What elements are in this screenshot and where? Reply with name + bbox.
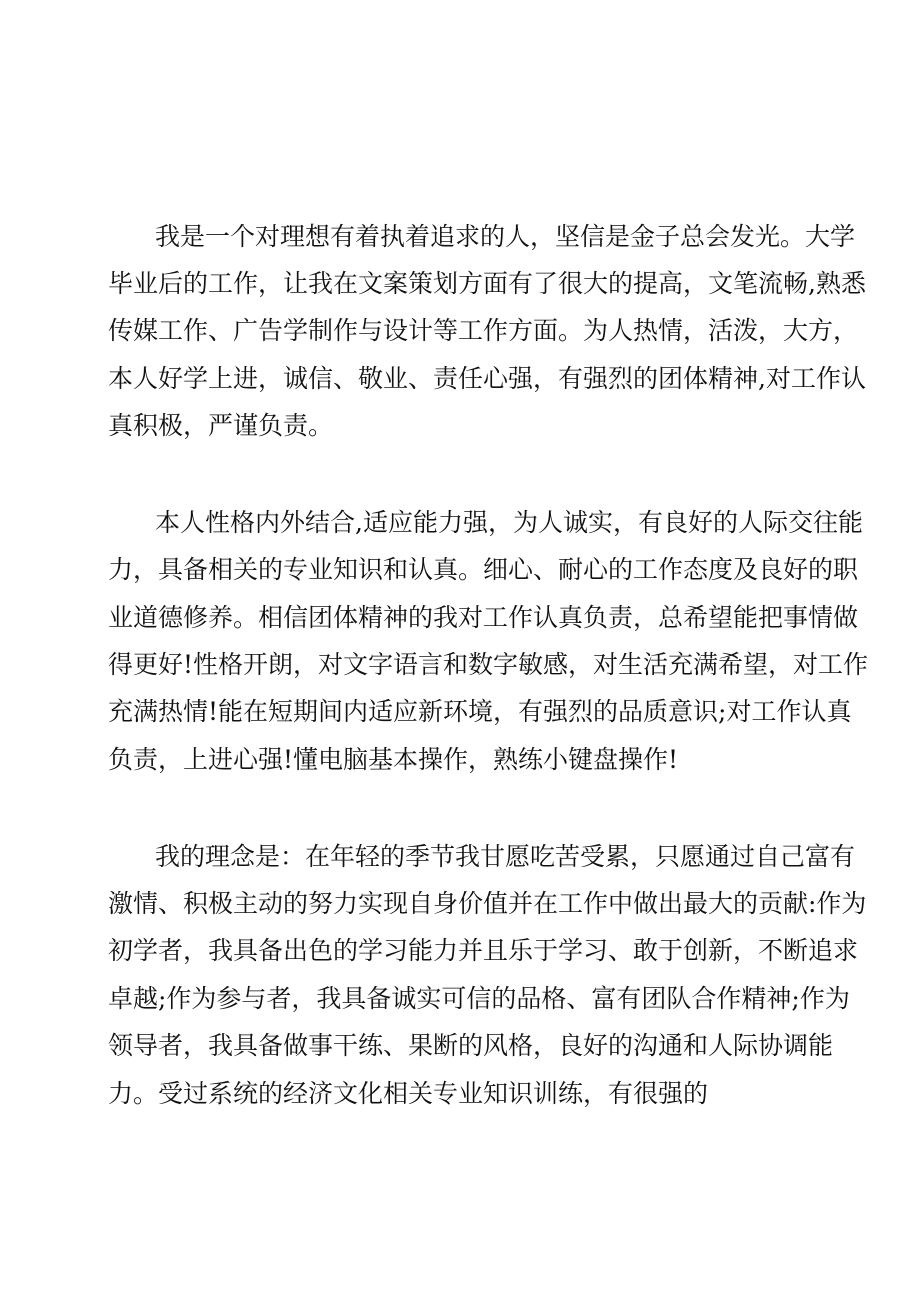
paragraph-line: 力，具备相关的专业知识和认真。细心、耐心的工作态度及良好的职 bbox=[108, 555, 859, 584]
paragraph-line: 领导者，我具备做事干练、果断的风格，良好的沟通和人际协调能 bbox=[108, 1031, 834, 1060]
paragraph-line: 初学者，我具备出色的学习能力并且乐于学习、敢于创新，不断追求 bbox=[108, 936, 859, 965]
paragraph-line: 力。受过系统的经济文化相关专业知识训练，有很强的 bbox=[108, 1079, 709, 1108]
paragraph-line: 真积极，严谨负责。 bbox=[108, 411, 334, 440]
paragraph-line: 本人性格内外结合,适应能力强，为人诚实，有良好的人际交往能 bbox=[155, 508, 863, 537]
paragraph-line: 卓越;作为参与者，我具备诚实可信的品格、富有团队合作精神;作为 bbox=[108, 984, 850, 1013]
paragraph-line: 毕业后的工作，让我在文案策划方面有了很大的提高，文笔流畅,熟悉 bbox=[108, 269, 866, 298]
paragraph-line: 负责，上进心强!懂电脑基本操作，熟练小键盘操作! bbox=[108, 745, 679, 774]
paragraph-line: 激情、积极主动的努力实现自身价值并在工作中做出最大的贡献:作为 bbox=[108, 889, 867, 918]
paragraph-line: 充满热情!能在短期间内适应新环境，有强烈的品质意识;对工作认真 bbox=[108, 697, 852, 726]
paragraph-line: 本人好学上进，诚信、敬业、责任心强，有强烈的团体精神,对工作认 bbox=[108, 364, 866, 393]
paragraph-line: 我的理念是：在年轻的季节我甘愿吃苦受累，只愿通过自己富有 bbox=[155, 842, 856, 871]
paragraph-line: 我是一个对理想有着执着追求的人，坚信是金子总会发光。大学 bbox=[155, 222, 856, 251]
paragraph-line: 传媒工作、广告学制作与设计等工作方面。为人热情，活泼，大方， bbox=[108, 316, 859, 345]
paragraph-line: 得更好!性格开朗，对文字语言和数字敏感，对生活充满希望，对工作 bbox=[108, 650, 869, 679]
paragraph-line: 业道德修养。相信团体精神的我对工作认真负责，总希望能把事情做 bbox=[108, 603, 859, 632]
